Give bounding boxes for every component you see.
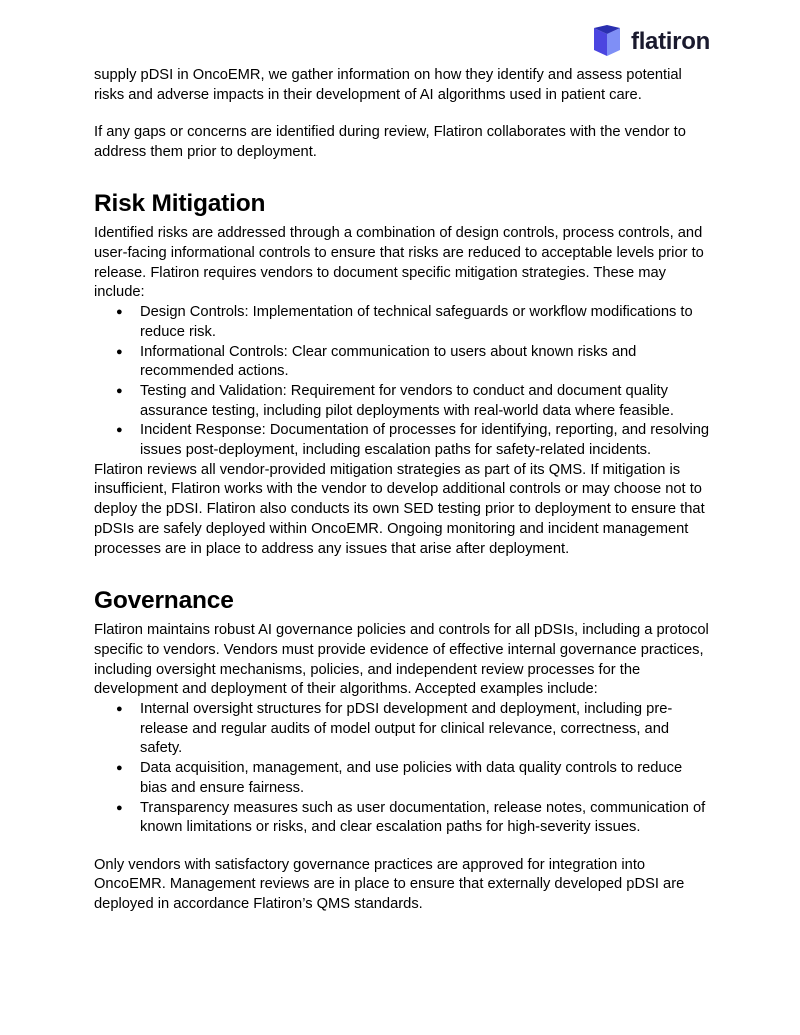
flatiron-logo-icon bbox=[594, 25, 624, 59]
intro-paragraph: If any gaps or concerns are identified during review, Flatiron collaborates with the vendor to address them prior to deployment. bbox=[94, 123, 686, 160]
list-item: ● Incident Response: Documentation of processes for identifying, reporting, and resolving issues post-deployment, including escalation paths for safety-related incidents. bbox=[140, 421, 710, 460]
document-body bbox=[94, 66, 710, 915]
list-item: ● Informational Controls: Clear communication to users about known risks and recommended actions. bbox=[140, 343, 710, 382]
risk-mitigation-intro: Identified risks are addressed through a combination of design controls, process controls, and user-facing informational controls to ensure that risks are reduced to acceptable levels prior to release. Flatiron requires vendors to document specific mitigation strategies. These may include: bbox=[94, 225, 704, 301]
governance-closing: Only vendors with satisfactory governance practices are approved for integration into OncoEMR. Management reviews are in place to ensure that externally developed pDSI are deployed in accordance Flatiron’s QMS standards. bbox=[94, 856, 685, 912]
flatiron-logo bbox=[594, 24, 710, 60]
list-item: ● Design Controls: Implementation of technical safeguards or workflow modifications to reduce risk. bbox=[140, 303, 710, 342]
logo-wordmark: flatiron bbox=[631, 28, 710, 55]
list-item: ● Transparency measures such as user documentation, release notes, communication of known limitations or risks, and clear escalation paths for high-severity issues. bbox=[140, 799, 710, 838]
governance-heading: Governance bbox=[94, 587, 234, 615]
governance-intro: Flatiron maintains robust AI governance policies and controls for all pDSIs, including a protocol specific to vendors. Vendors must provide evidence of effective internal governance practices, including oversight mechanisms, policies, and independent review processes for the development and deployment of their algorithms. Accepted examples include: bbox=[94, 622, 709, 698]
intro-paragraph: supply pDSI in OncoEMR, we gather information on how they identify and assess potential risks and adverse impacts in their development of AI algorithms used in patient care. bbox=[94, 67, 682, 103]
risk-mitigation-heading: Risk Mitigation bbox=[94, 190, 266, 218]
list-item: ● Testing and Validation: Requirement for vendors to conduct and document quality assurance testing, including pilot deployments with real-world data where feasible. bbox=[140, 382, 710, 421]
risk-mitigation-list bbox=[94, 303, 710, 461]
list-item: ● Internal oversight structures for pDSI development and deployment, including pre-release and regular audits of model output for clinical relevance, correctness, and safety. bbox=[140, 700, 710, 759]
list-item: ● Data acquisition, management, and use policies with data quality controls to reduce bias and ensure fairness. bbox=[140, 759, 710, 798]
governance-list bbox=[94, 700, 710, 838]
risk-mitigation-closing: Flatiron reviews all vendor-provided mitigation strategies as part of its QMS. If mitigation is insufficient, Flatiron works with the vendor to develop additional controls or may choose not to deploy the pDSI. Flatiron also conducts its own SED testing prior to deployment to ensure that pDSIs are safely deployed within OncoEMR. Ongoing monitoring and incident management processes are in place to address any issues that arise after deployment. bbox=[94, 461, 705, 557]
